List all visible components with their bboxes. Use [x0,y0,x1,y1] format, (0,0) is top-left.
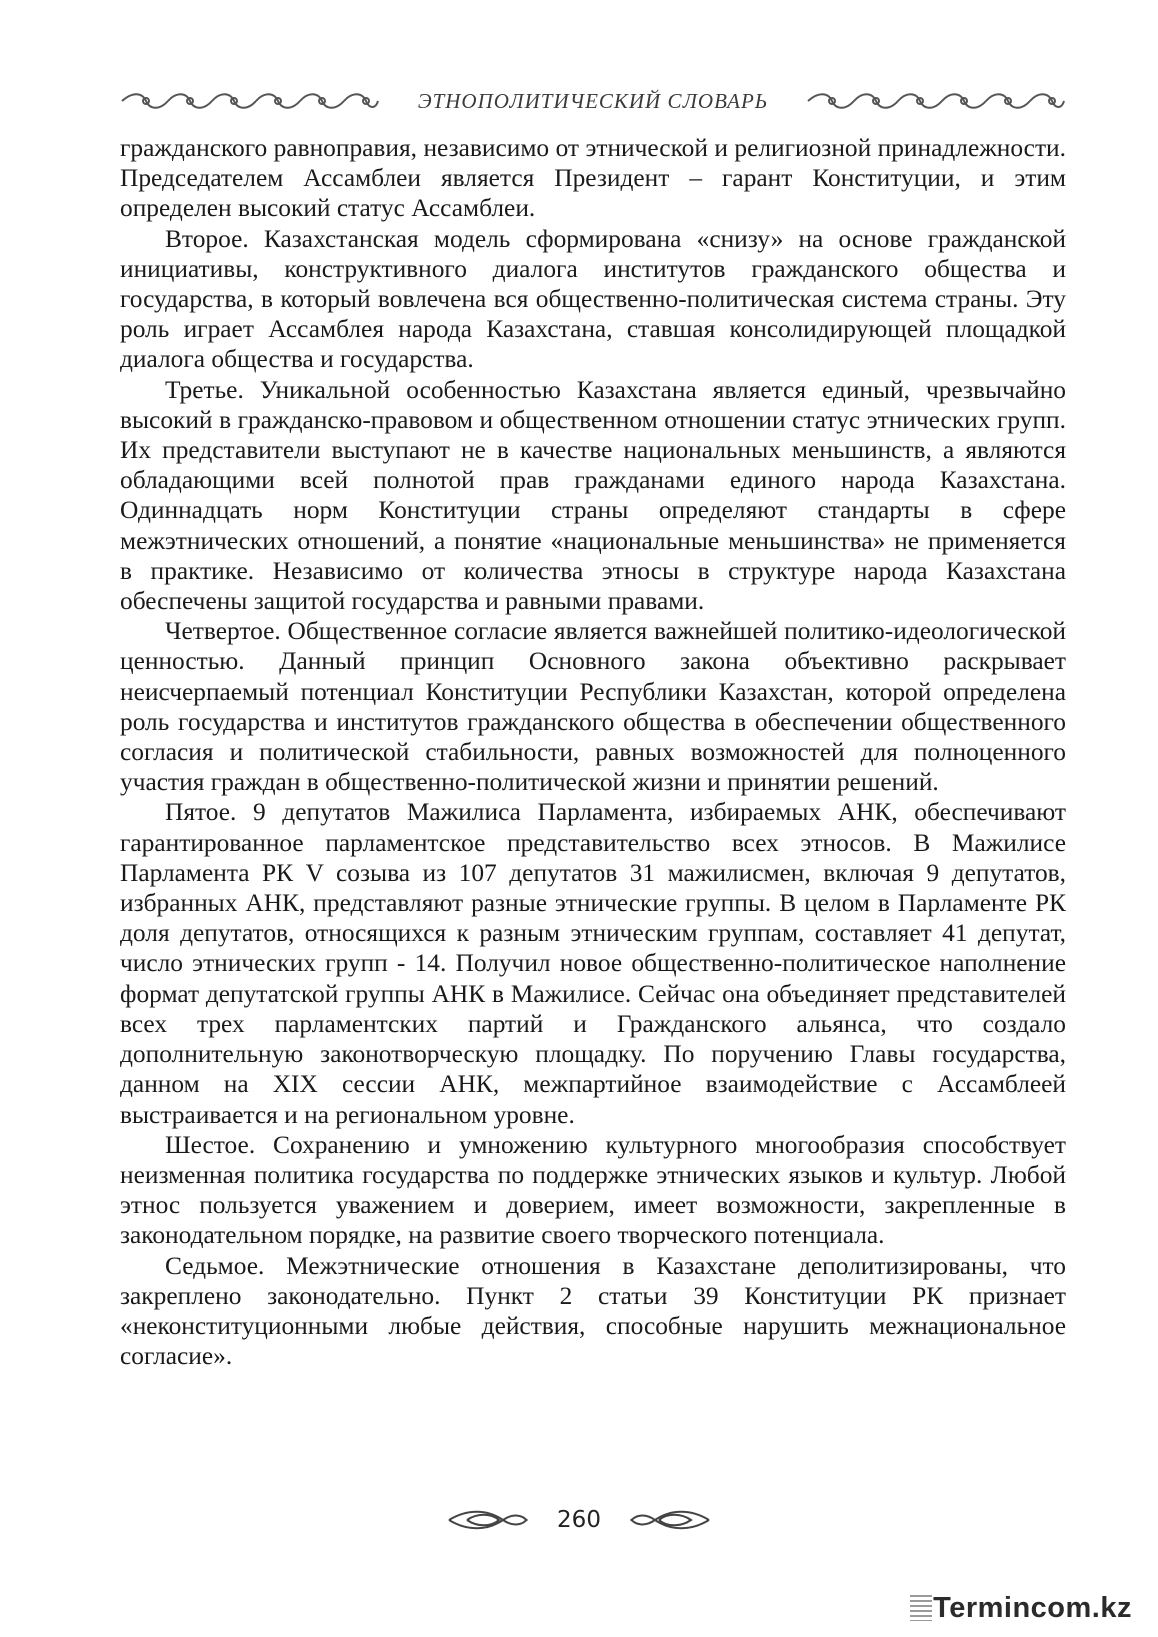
header-title: ЭТНОПОЛИТИЧЕСКИЙ СЛОВАРЬ [417,88,769,113]
page-header [120,84,1066,118]
watermark-text: Termincom.kz [933,1591,1132,1624]
ornament-border-icon [120,90,380,112]
article-body [120,133,1066,1371]
paragraph-fourth: Четвертое. Общественное согласие является важнейшей политико-идеологической ценностью. Данный принцип Основного закона объективно раскрывает неисчерпаемый потенциал Конституции Республики Казахстан, которой определена роль государства и институтов гражданского общества в обеспечении общественного согласия и политической стабильности, равных возможностей для полноценного участия граждан в общественно-политической жизни и принятии решений. [120,617,1066,797]
watermark-logo [910,1588,1132,1628]
paragraph-continuation: гражданского равноправия, независимо от этнической и религиозной принадлежности. Председателем Ассамблеи является Президент – гарант Конституции, и этим определен высокий статус Ассамблеи. [120,134,1066,223]
paragraph-second: Второе. Казахстанская модель сформирована «снизу» на основе гражданской инициативы, конструктивного диалога институтов гражданского общества и государства, в который вовлечена вся общественно-политическая система страны. Эту роль играет Ассамблея народа Казахстана, ставшая консолидирующей площадкой диалога общества и государства. [120,224,1066,374]
paragraph-sixth: Шестое. Сохранению и умножению культурного многообразия способствует неизменная политика государства по поддержке этнических языков и культур. Любой этнос пользуется уважением и доверием, имеет возможности, закрепленные в законодательном порядке, на развитие своего творческого потенциала. [120,1130,1066,1250]
flourish-ornament-icon [629,1507,711,1533]
watermark-stripes-icon [910,1595,932,1621]
flourish-ornament-icon [447,1507,529,1533]
paragraph-third: Третье. Уникальной особенностью Казахстана является единый, чрезвычайно высокий в гражданско-правовом и общественном отношении статус этнических групп. Их представители выступают не в качестве национальных меньшинств, а являются обладающими всей полнотой прав гражданами единого народа Казахстана. Одиннадцать норм Конституции страны определяют стандарты в сфере межэтнических отношений, а понятие «национальные меньшинства» не применяется в практике. Независимо от количества этносы в структуре народа Казахстана обеспечены защитой государства и равными правами. [120,375,1066,616]
page-number: 260 [557,1507,601,1533]
paragraph-fifth: Пятое. 9 депутатов Мажилиса Парламента, избираемых АНК, обеспечивают гарантированное парламентское представительство всех этносов. В Мажилисе Парламента РК V созыва из 107 депутатов 31 мажилисмен, включая 9 депутатов, избранных АНК, представляют разные этнические группы. В целом в Парламенте РК доля депутатов, относящихся к разным этническим группам, составляет 41 депутат, число этнических групп - 14. Получил новое общественно-политическое наполнение формат депутатской группы АНК в Мажилисе. Сейчас она объединяет представителей всех трех парламентских партий и Гражданского альянса, что создало дополнительную законотворческую площадку. По поручению Главы государства, данном на XIX сессии АНК, межпартийное взаимодействие с Ассамблеей выстраивается и на региональном уровне. [120,798,1066,1129]
ornament-border-icon [806,90,1066,112]
page-footer [0,1500,1158,1540]
paragraph-seventh: Седьмое. Межэтнические отношения в Казахстане деполитизированы, что закреплено законодательно. Пункт 2 статьи 39 Конституции РК признает «неконституционными любые действия, способные нарушить межнациональное согласие». [120,1251,1066,1371]
